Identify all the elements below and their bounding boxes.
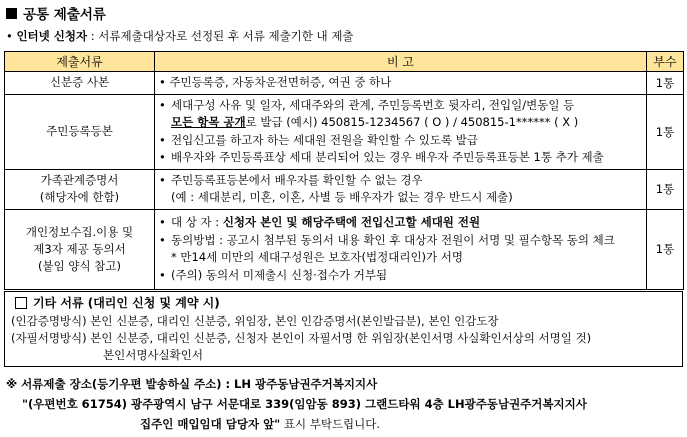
other-line-signature-cont: 본인서명사실확인서 <box>103 348 203 362</box>
copies-family-relation: 1통 <box>647 169 684 209</box>
intro-label: 인터넷 신청자 <box>16 29 88 43</box>
doc-family-relation: 가족관계증명서 (해당자에 한함) <box>5 169 155 209</box>
intro-line <box>6 28 354 44</box>
intro-bullet: • <box>6 29 13 43</box>
square-bullet-icon <box>6 8 17 19</box>
section-title-text: 공통 제출서류 <box>23 7 106 23</box>
remarks-privacy-consent: • 대 상 자 : 신청자 본인 및 해당주택에 전입신고할 세대원 전원 • 동의방법 : 공고시 첨부된 동의서 내용 확인 후 대상자 전원이 서명 및 필수항목 동의 체크 * 만14세 미만의 세대구성원은 보호자(법정대리인)가 서명 • (주의) 동의서 미제출시 신청·접수가 거부됨 <box>155 209 647 289</box>
doc-resident-registration: 주민등록등본 <box>5 94 155 169</box>
copies-privacy-consent: 1통 <box>647 209 684 289</box>
note-line-1: ※ 서류제출 장소(등기우편 발송하실 주소) : LH 광주동남권주거복지지사 <box>6 377 378 391</box>
doc-privacy-consent: 개인정보수집.이용 및 제3자 제공 동의서 (붙임 양식 참고) <box>5 209 155 289</box>
note-line-3: 집주인 매입임대 담당자 앞" 표시 부탁드립니다. <box>140 417 381 431</box>
table-header-row <box>5 52 684 72</box>
remarks-family-relation: • 주민등록표등본에서 배우자를 확인할 수 없는 경우 (예 : 세대분리, 미혼, 이혼, 사별 등 배우자가 없는 경우 반드시 제출) <box>155 169 647 209</box>
other-documents-heading: 기타 서류 (대리인 신청 및 계약 시) <box>15 294 220 311</box>
copies-resident-registration: 1통 <box>647 94 684 169</box>
table-row <box>5 72 684 95</box>
copies-id-copy: 1통 <box>647 72 684 95</box>
table-row <box>5 94 684 169</box>
remarks-resident-registration: • 세대구성 사유 및 일자, 세대주와의 관계, 주민등록번호 뒷자리, 전입일/변동일 등 모든 항목 공개로 발급 (예시) 450815-1234567 ( O ) / 450815-1****** ( X ) • 전입신고를 하고자 하는 세대원 전원을 확인할 수 있도록 발급 • 배우자와 주민등록표상 세대 분리되어 있는 경우 배우자 주민등록표등본 1통 추가 제출 <box>155 94 647 169</box>
doc-id-copy: 신분증 사본 <box>5 72 155 95</box>
other-line-seal: (인감증명방식) 본인 신분증, 대리인 신분증, 위임장, 본인 인감증명서(본인발급분), 본인 인감도장 <box>11 314 499 328</box>
note-line-2: "(우편번호 61754) 광주광역시 남구 서문대로 339(임암동 893) 그랜드타워 4층 LH광주동남권주거복지지사 <box>22 397 587 411</box>
header-remarks: 비 고 <box>155 52 647 72</box>
other-line-signature: (자필서명방식) 본인 신분증, 대리인 신분증, 신청자 본인이 자필서명 한 위임장(본인서명 사실확인서상의 서명일 것) <box>11 331 592 345</box>
other-documents-box <box>4 291 683 367</box>
remarks-id-copy: • 주민등록증, 자동차운전면허증, 여권 중 하나 <box>155 72 647 95</box>
checkbox-square-icon <box>15 297 27 309</box>
section-title <box>6 3 106 23</box>
documents-table <box>4 51 684 290</box>
table-row <box>5 169 684 209</box>
table-row <box>5 209 684 289</box>
header-documents: 제출서류 <box>5 52 155 72</box>
header-copies: 부수 <box>647 52 684 72</box>
intro-text: : 서류제출대상자로 선정된 후 서류 제출기한 내 제출 <box>87 29 354 43</box>
